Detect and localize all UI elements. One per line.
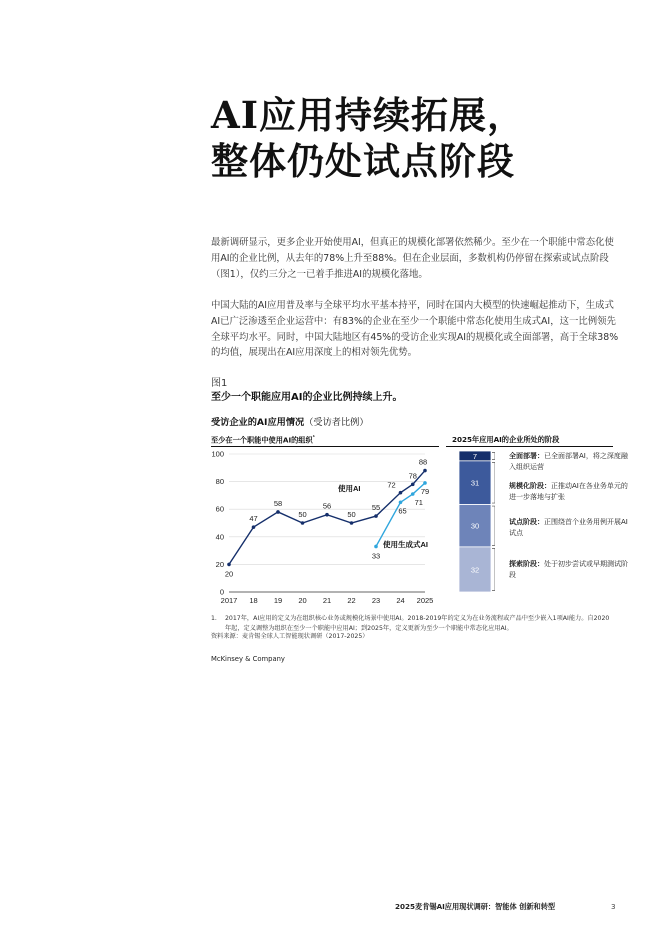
data-point-ai <box>252 525 256 529</box>
value-label-ai: 55 <box>371 503 381 513</box>
x-tick-label: 19 <box>273 596 283 605</box>
bar-value-label: 32 <box>470 565 480 575</box>
y-tick-label: 60 <box>215 504 224 514</box>
data-point-ai <box>276 510 280 514</box>
chart-gridlines <box>229 454 428 592</box>
paragraph-2: 中国大陆的AI应用普及率与全球平均水平基本持平，同时在国内大模型的快速崛起推动下，生成式AI已广泛渗透至企业运营中：有83%的企业在至少一个职能中常态化使用生成式AI，这一比例领先全球平均水平。同时，中国大陆地区有45%的受访企业实现AI的规模化或全面部署，高于全球38%的均值，展现出在AI应用深度上的相对领先优势。 <box>211 300 619 359</box>
brand-name: McKinsey & Company <box>211 655 285 663</box>
right-chart-subtitle: 2025年应用AI的企业所处的阶段 <box>452 435 560 444</box>
y-tick-label: 80 <box>215 477 224 487</box>
value-labels <box>225 458 429 579</box>
stage-desc-pilot: 正围绕首个业务用例开展AI试点 <box>509 518 628 537</box>
y-tick-label: 0 <box>219 587 224 597</box>
data-point-ai <box>325 513 329 517</box>
data-point-ai <box>227 563 231 567</box>
value-label-ai: 88 <box>418 457 428 467</box>
value-label-ai: 78 <box>408 471 417 481</box>
x-tick-label: 21 <box>322 596 332 605</box>
paragraph-1: 最新调研显示，更多企业开始使用AI，但真正的规模化部署依然稀少。至少在一个职能中常态化使用AI的企业比例，从去年的78%上升至88%。但在企业层面，多数机构仍停留在探索或试点阶段（图1），仅约三分之一已着手推进AI的规模化落地。 <box>211 237 614 280</box>
data-point-genai <box>374 545 378 549</box>
figure-label: 图1 <box>211 378 228 389</box>
x-tick-label: 18 <box>249 596 258 605</box>
data-point-genai <box>411 492 415 496</box>
footnote-source: 资料来源：麦肯锡全球人工智能现状调研（2017-2025） <box>211 633 369 640</box>
stage-bracket <box>492 506 495 545</box>
x-tick-label: 2025 <box>416 596 434 605</box>
value-label-ai: 56 <box>322 501 332 511</box>
series-label-genai: 使用生成式AI <box>383 540 428 549</box>
x-tick-label: 22 <box>347 596 356 605</box>
value-label-ai: 58 <box>273 498 283 508</box>
left-chart-subtitle <box>211 435 315 445</box>
y-axis-ticks <box>211 450 224 597</box>
x-axis-ticks <box>221 596 434 605</box>
chart-title <box>211 414 369 428</box>
data-point-ai <box>350 521 354 525</box>
footnote-1-text: 2017年，AI应用的定义为在组织核心业务或规模化场景中使用AI。2018-2019年的定义为在业务流程或产品中至少嵌入1项AI能力。自2020年起，定义调整为组织在至少一个职能中应用AI；到2025年，定义更新为至少一个职能中常态化应用AI。 <box>225 615 610 632</box>
value-label-ai: 50 <box>347 510 356 519</box>
left-chart-divider <box>211 446 439 447</box>
x-tick-label: 20 <box>298 596 307 605</box>
page-title <box>211 92 631 184</box>
footnote-1 <box>211 614 613 633</box>
title-line-1: AI应用持续拓展， <box>211 93 526 137</box>
y-tick-label: 100 <box>211 449 224 459</box>
stacked-bar-chart <box>455 449 495 595</box>
data-point-ai <box>301 521 305 525</box>
right-chart-divider <box>446 446 613 447</box>
data-point-ai <box>374 514 378 518</box>
value-label-ai: 47 <box>249 514 258 524</box>
stage-name-explore: 探索阶段： <box>509 560 544 568</box>
y-tick-label: 20 <box>215 559 224 569</box>
stage-desc-scale: 正推动AI在各业务单元的进一步落地与扩张 <box>509 482 628 501</box>
figure-caption: 至少一个职能应用AI的企业比例持续上升。 <box>211 392 403 403</box>
value-label-ai: 72 <box>387 480 396 490</box>
value-label-genai: 33 <box>371 551 381 561</box>
value-label-genai: 71 <box>414 498 423 508</box>
series-label-ai: 使用AI <box>338 484 361 493</box>
value-label-genai: 79 <box>420 486 430 496</box>
chart-title-main: 受访企业的AI应用情况 <box>211 417 305 428</box>
data-point-ai <box>399 491 403 495</box>
footnote-1-number: 1. <box>211 615 217 622</box>
line-chart <box>205 448 440 610</box>
stage-desc-full: 已全面部署AI，将之深度融入组织运营 <box>509 452 628 471</box>
stage-label-full <box>509 451 629 472</box>
data-point-ai <box>423 469 427 473</box>
x-tick-label: 2017 <box>220 596 238 605</box>
stage-name-pilot: 试点阶段： <box>509 518 544 526</box>
bar-value-label: 31 <box>470 478 480 488</box>
footnote-marker: ¹ <box>312 435 315 441</box>
stage-label-explore <box>509 559 629 580</box>
stage-brackets <box>492 453 495 591</box>
data-point-ai <box>411 483 415 487</box>
x-tick-label: 23 <box>371 596 381 605</box>
value-label-ai: 20 <box>224 569 234 579</box>
chart-title-note: （受访者比例） <box>304 417 369 428</box>
stage-label-pilot <box>509 517 629 538</box>
stage-bracket <box>492 548 495 590</box>
data-point-genai <box>423 481 427 485</box>
left-chart-subtitle-text: 至少在一个职能中使用AI的组织 <box>211 435 313 445</box>
stage-label-scale <box>509 481 629 502</box>
data-point-genai <box>399 501 403 505</box>
x-tick-label: 24 <box>396 596 405 605</box>
footer-title: 2025麦肯锡AI应用现状调研：智能体 创新和转型 <box>395 902 556 911</box>
bar-value-label: 7 <box>472 451 478 461</box>
stage-name-scale: 规模化阶段： <box>509 482 551 490</box>
bar-value-label: 30 <box>470 521 480 531</box>
stage-name-full: 全面部署： <box>509 452 544 460</box>
y-tick-label: 40 <box>215 532 224 542</box>
stage-bracket <box>492 453 495 460</box>
stage-desc-explore: 处于初步尝试或早期测试阶段 <box>509 560 628 579</box>
value-label-ai: 50 <box>298 510 307 519</box>
value-label-genai: 65 <box>398 506 407 516</box>
title-line-2: 整体仍处试点阶段 <box>211 139 515 183</box>
page-number: 3 <box>611 902 616 911</box>
stage-bracket <box>492 462 495 503</box>
